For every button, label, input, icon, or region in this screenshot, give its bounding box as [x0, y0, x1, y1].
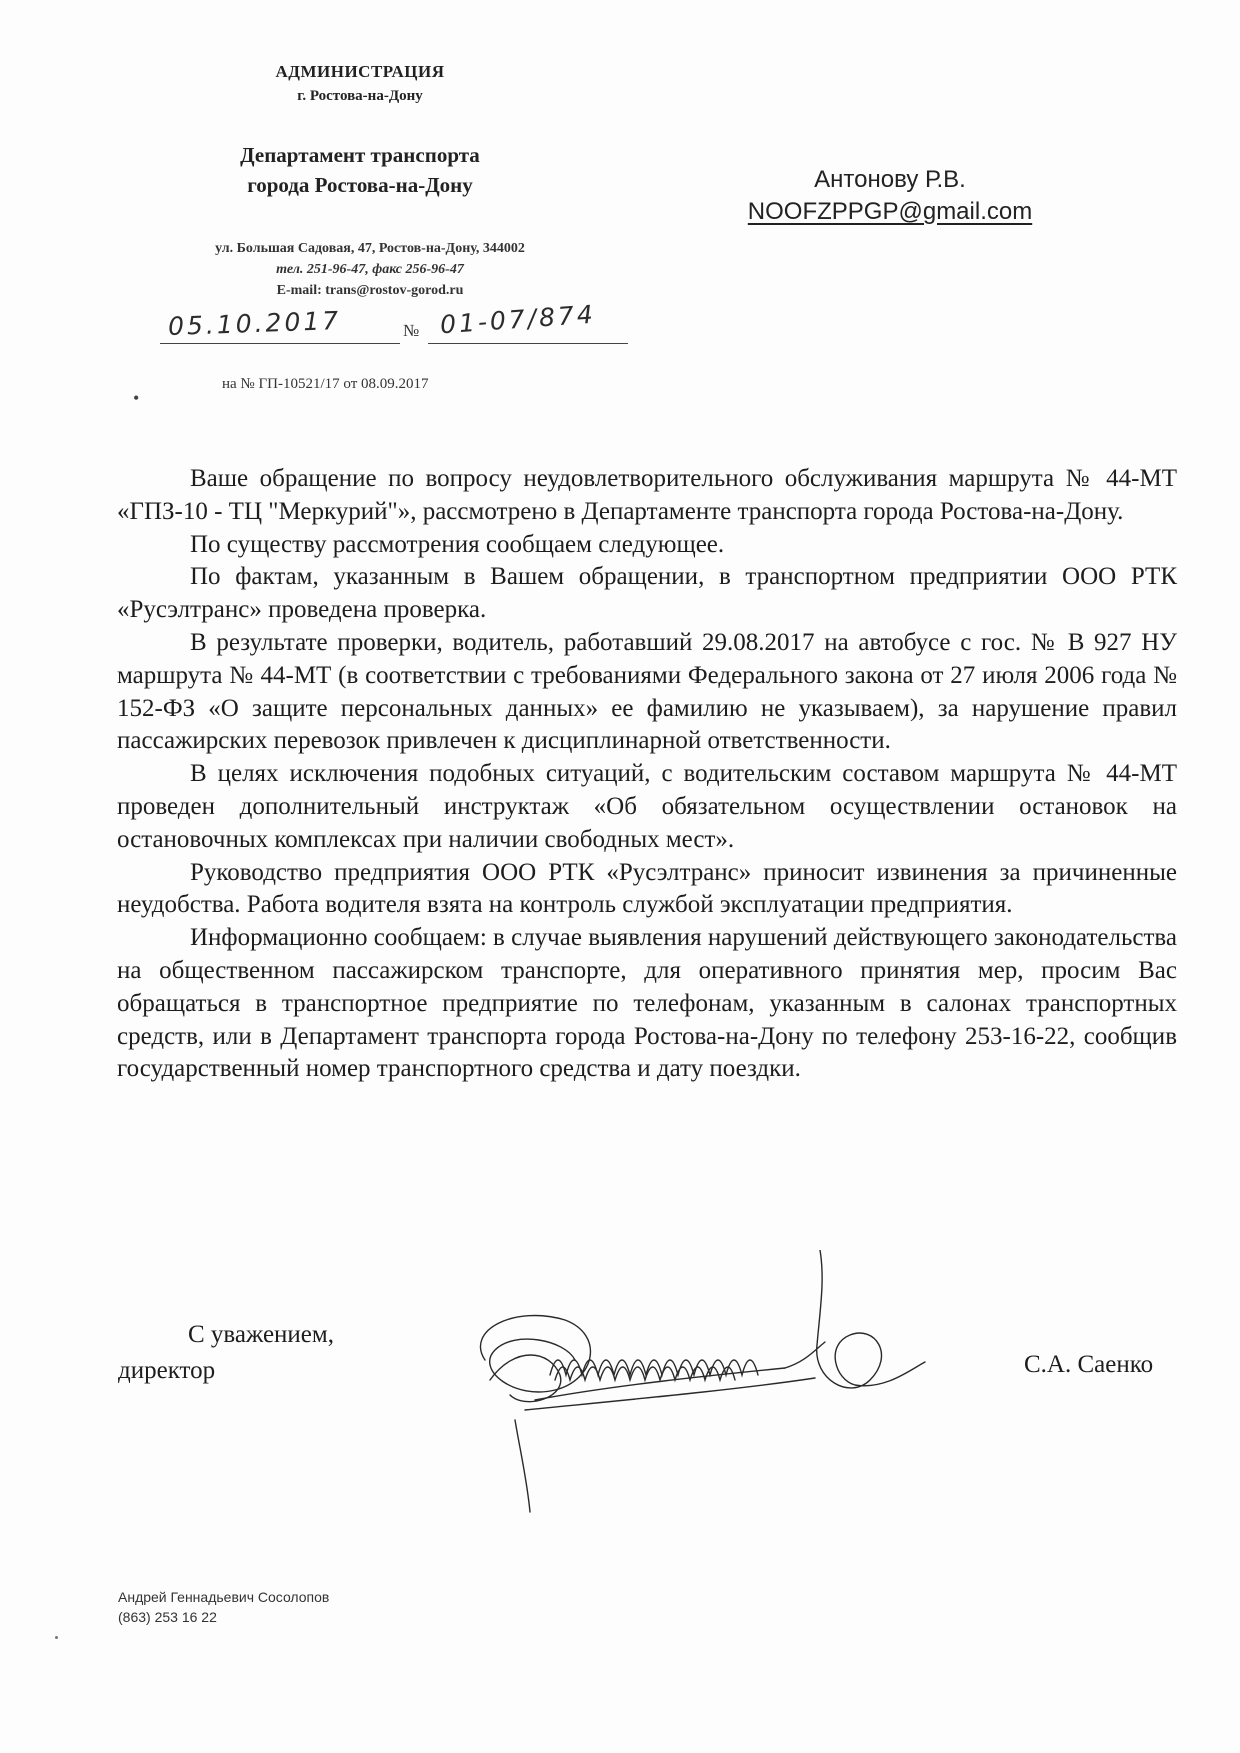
body-paragraph: По существу рассмотрения сообщаем следующее. — [190, 530, 725, 558]
addressee-name: Антонову Р.В. — [814, 166, 966, 193]
body-paragraph: В целях исключения подобных ситуаций, с водительским составом маршрута № 44-МТ проведен дополнительный инструктаж «Об обязательном осуществлении остановок на остановочных комплексах при наличии свободных мест». — [117, 760, 1177, 853]
number-label: № — [403, 321, 420, 340]
executor-phone: (863) 253 16 22 — [118, 1609, 217, 1625]
scan-speck — [55, 1636, 58, 1639]
postal-address: ул. Большая Садовая, 47, Ростов-на-Дону, 344002 — [215, 241, 525, 256]
reply-reference: на № ГП-10521/17 от 08.09.2017 — [222, 376, 429, 392]
executor-name: Андрей Геннадьевич Сосолопов — [118, 1589, 330, 1605]
addressee — [700, 164, 1080, 228]
addressee-email: NOOFZPPGP@gmail.com — [747, 198, 1033, 225]
letterhead-contacts — [140, 238, 600, 301]
handwritten-number: 01-07/874 — [439, 299, 597, 340]
body-paragraph: Информационно сообщаем: в случае выявления нарушений действующего законодательства на общественном пассажирском транспорте, для оперативного принятия мер, просим Вас обращаться в транспортное предприятие по телефонам, указанным в салонах транспортных средств, или в Департамент транспорта города Ростова-на-Дону по телефону 253-16-22, сообщив государственный номер транспортного средства и дату поездки. — [117, 924, 1177, 1083]
administration-title: АДМИНИСТРАЦИЯ — [275, 62, 445, 81]
signer-position: директор — [118, 1357, 216, 1384]
body-paragraph: По фактам, указанным в Вашем обращении, в транспортном предприятии ООО РТК «Русэлтранс» проведена проверка. — [117, 563, 1177, 624]
handwritten-signature — [455, 1250, 955, 1520]
executor-info — [118, 1587, 329, 1627]
closing-block — [118, 1317, 334, 1389]
number-underline — [428, 343, 628, 344]
closing-regards: С уважением, — [188, 1321, 334, 1348]
registration-line — [160, 299, 630, 345]
letter-body — [117, 463, 1177, 1086]
margin-mark: • — [133, 388, 140, 408]
letterhead-email: E-mail: trans@rostov-gorod.ru — [276, 283, 464, 298]
body-paragraph: Руководство предприятия ООО РТК «Русэлтранс» приносит извинения за причиненные неудобства. Работа водителя взята на контроль службой эксплуатации предприятия. — [117, 858, 1177, 919]
body-paragraph: В результате проверки, водитель, работавший 29.08.2017 на автобусе с гос. № В 927 НУ маршрута № 44-МТ (в соответствии с требованиями Федерального закона от 27 июля 2006 года № 152-ФЗ «О защите персональных данных» ее фамилию не указываем), за нарушение правил пассажирских перевозок привлечен к дисциплинарной ответственности. — [117, 628, 1177, 755]
signer-name: С.А. Саенко — [1024, 1351, 1154, 1378]
date-underline — [160, 343, 400, 344]
department-name-line2: города Ростова-на-Дону — [247, 173, 473, 197]
administration-city: г. Ростова-на-Дону — [297, 88, 423, 104]
department-name-line1: Департамент транспорта — [240, 143, 480, 167]
handwritten-date: 05.10.2017 — [167, 305, 342, 342]
phone-fax: тел. 251-96-47, факс 256-96-47 — [276, 262, 464, 277]
body-paragraph: Ваше обращение по вопросу неудовлетворительного обслуживания маршрута № 44-МТ «ГПЗ-10 - ТЦ "Меркурий"», рассмотрено в Департаменте транспорта города Ростова-на-Дону. — [117, 465, 1177, 525]
letterhead — [130, 62, 590, 200]
